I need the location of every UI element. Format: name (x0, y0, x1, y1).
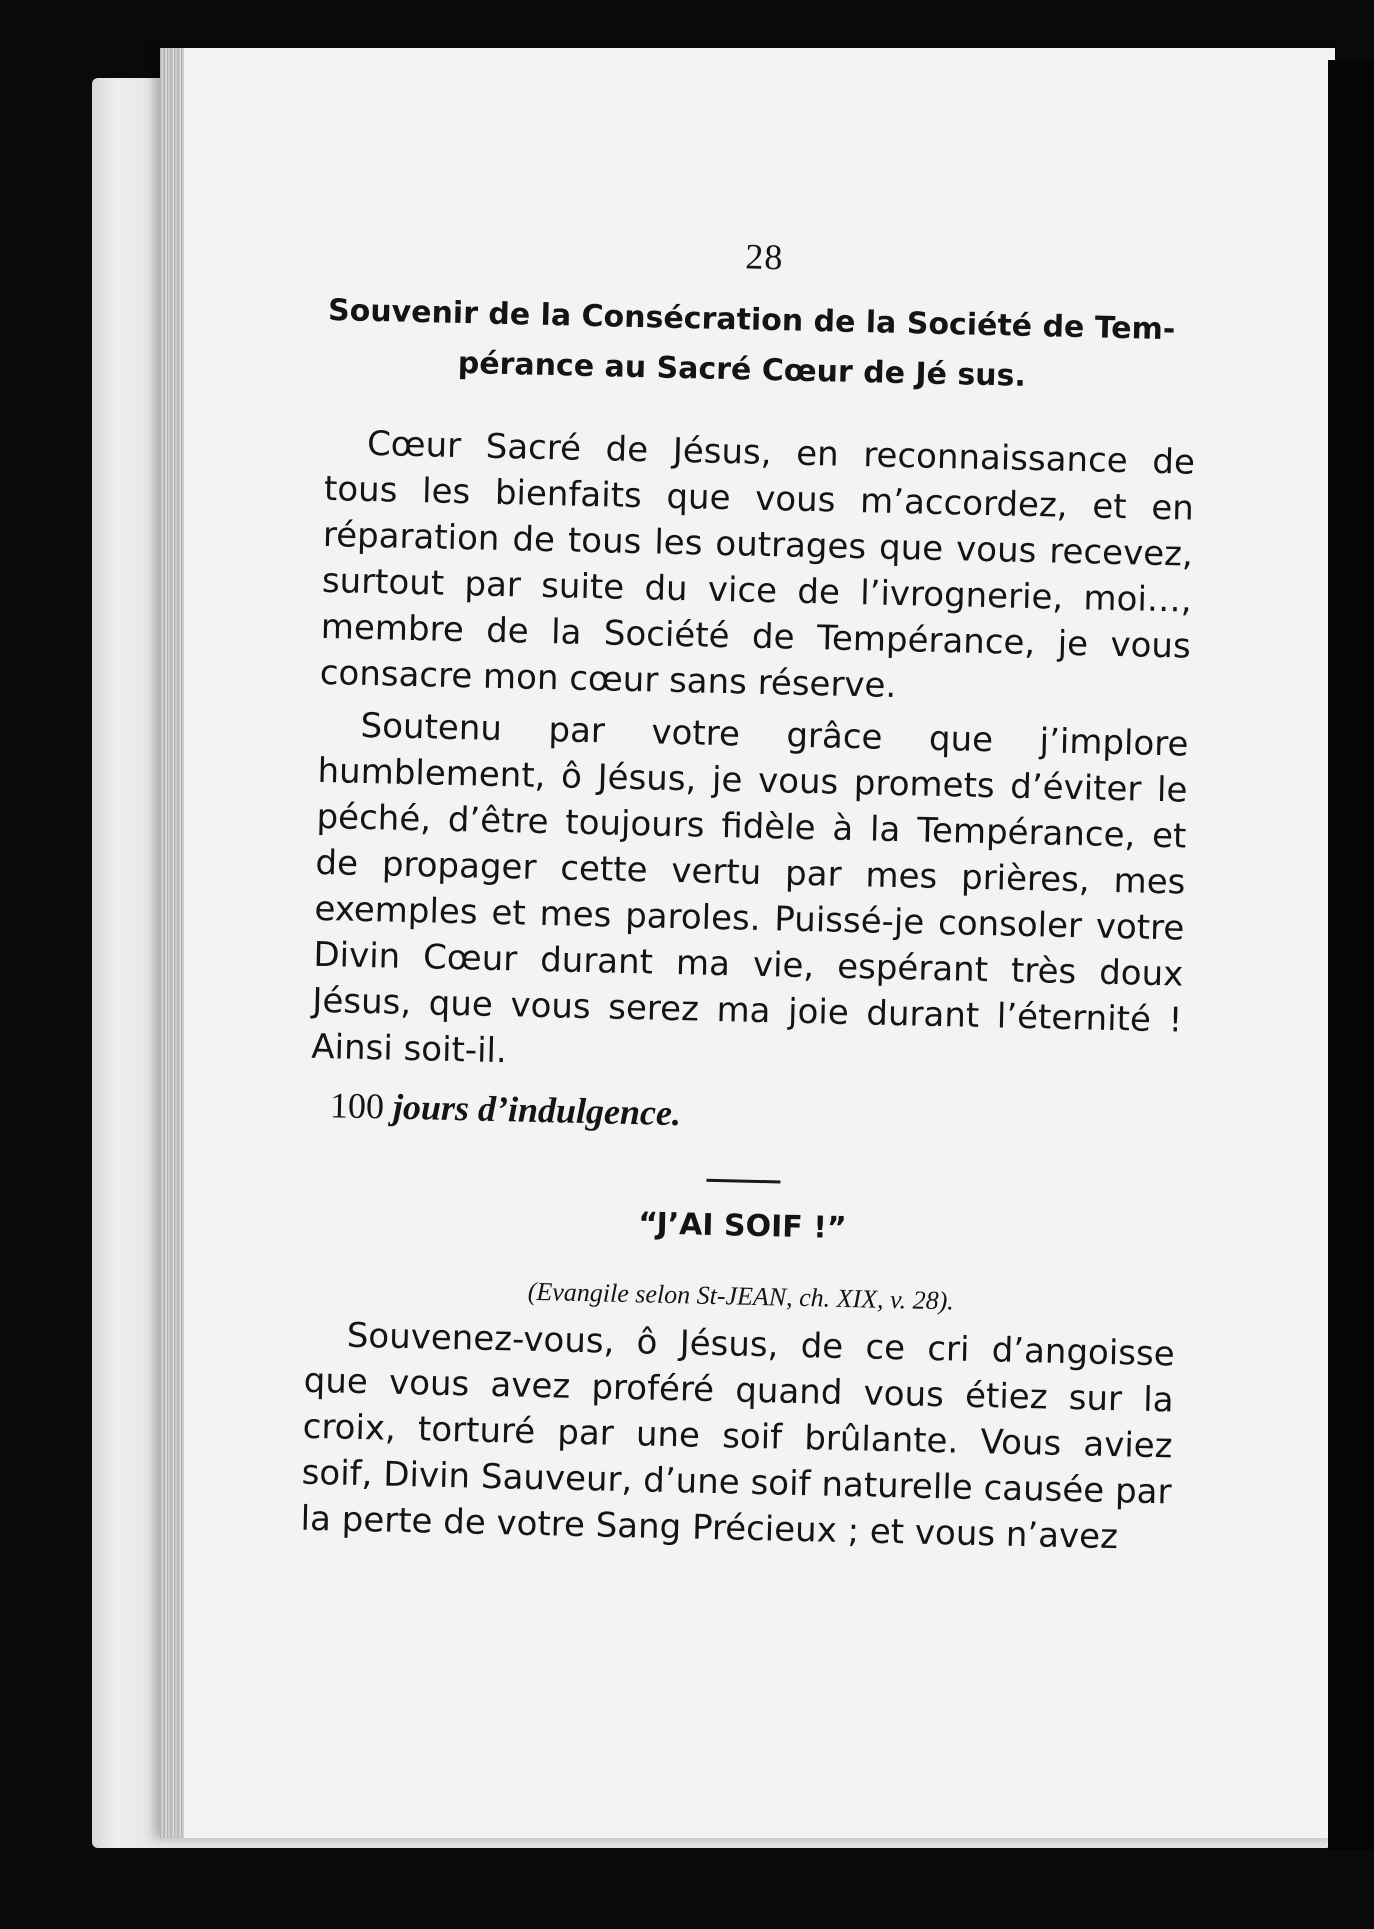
heading-line-2: pérance au Sacré Cœur de Jé sus. (457, 345, 1027, 394)
page-number: 28 (744, 236, 784, 278)
indulgence-line (330, 1084, 1181, 1145)
scan-shadow (1328, 60, 1374, 1850)
indulgence-number: 100 (329, 1085, 385, 1127)
paragraph-promise: Soutenu par votre grâce que j’implore humblement, ô Jésus, je vous promets d’éviter le péché, d’être toujours fidèle à la Tempérance, et de propager cette vertu par mes prières, mes exemples et mes paroles. Puissé-je consoler votre Divin Cœur durant ma vie, espérant très doux Jésus, que vous serez ma joie durant l’éternité ! Ainsi soit-il. (310, 705, 1189, 1072)
paragraph-thirst: Souvenez-vous, ô Jésus, de ce cri d’angoisse que vous avez proféré quand vous étiez sur la croix, torturé par une soif brûlante. Vous aviez soif, Divin Sauveur, d’une soif naturelle causée par la perte de votre Sang Précieux ; et vous n’avez (300, 1315, 1176, 1558)
section-heading (326, 286, 1198, 406)
indulgence-text: jours d’indulgence. (392, 1086, 682, 1134)
heading-line-1: Souvenir de la Consécration de la Société de Tem- (327, 292, 1176, 348)
section-divider (706, 1179, 780, 1184)
citation: (Evangile selon St-JEAN, ch. XIX, v. 28). (527, 1276, 955, 1316)
paragraph-consecration: Cœur Sacré de Jésus, en reconnaissance de tous les bienfaits que vous m’accordez, et en réparation de tous les outrages que vous recevez, surtout par suite du vice de l’ivrognerie, moi…, membre de la Société de Tempérance, je vous consacre mon cœur sans réserve. (319, 423, 1196, 706)
text-block (300, 226, 1200, 1561)
subtitle: “J’AI SOIF !” (637, 1206, 847, 1246)
page-binding (160, 48, 184, 1838)
